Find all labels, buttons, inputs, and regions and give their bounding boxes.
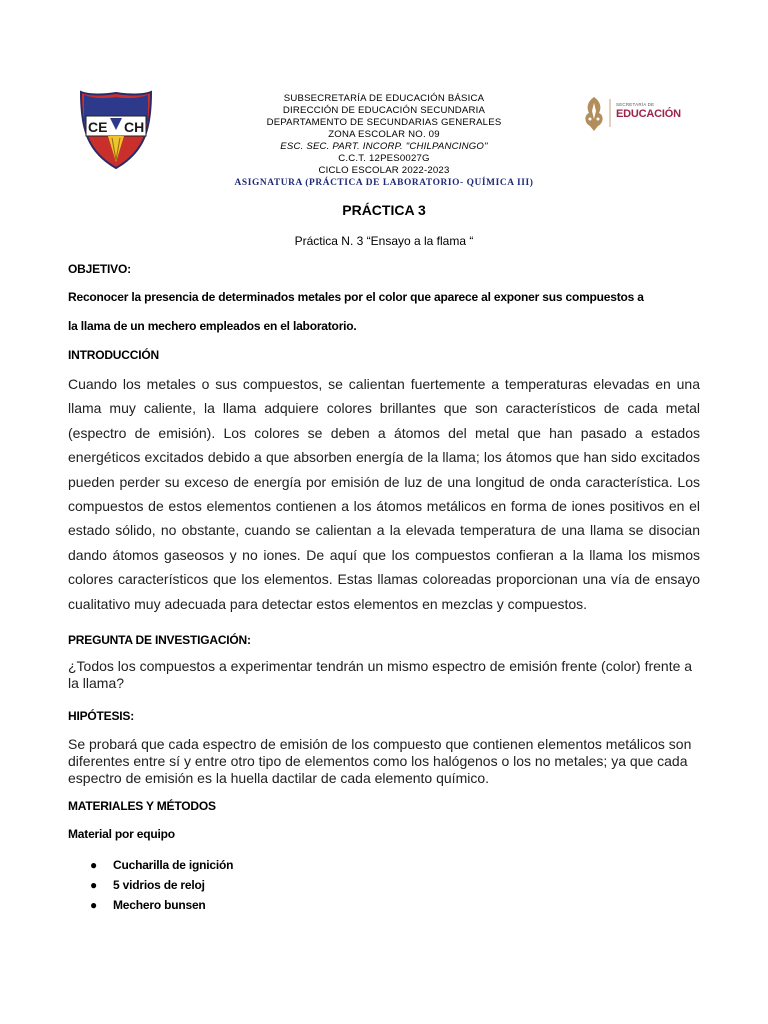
svg-text:CH: CH <box>124 119 145 135</box>
logo-small-text: SECRETARÍA DE <box>616 102 655 107</box>
header-line: SUBSECRETARÍA DE EDUCACIÓN BÁSICA <box>283 93 485 104</box>
page-title: PRÁCTICA 3 <box>342 202 426 218</box>
introduction-paragraph: Cuando los metales o sus compuestos, se calientan fuertemente a temperaturas elevadas en una llama muy caliente, la llama adquiere colores brillantes que son característicos de cada metal (espectro de emisión). Los colores se deben a átomos del metal que han pasado a estados energéticos excitados debido a que absorben energía de la llama; los átomos que han sido excitados pueden perder su exceso de energía por emisión de luz de una longitud de onda característica. Los compuestos de estos elementos contienen a los átomos metálicos en forma de iones positivos en el estado sólido, no obstante, cuando se calientan a la elevada temperatura de una llama se disocian dando átomos gaseosos y no iones. De aquí que los compuestos confieran a la llama los mismos colores característicos que los elementos. Estas llamas coloreadas proporcionan una vía de ensayo cualitativo muy adecuada para detectar estos elementos en mezclas y compuestos. <box>68 376 700 612</box>
introduction-heading: INTRODUCCIÓN <box>68 348 159 362</box>
materials-subheading: Material por equipo <box>68 827 175 841</box>
objective-line-1: Reconocer la presencia de determinados metales por el color que aparece al exponer sus compuestos a <box>68 290 644 304</box>
list-item-label: 5 vidrios de reloj <box>113 878 205 892</box>
subject-line: ASIGNATURA (PRÁCTICA DE LABORATORIO- QUÍMICA III) <box>234 178 534 188</box>
header-line: CICLO ESCOLAR 2022-2023 <box>318 165 450 176</box>
list-item <box>68 875 233 895</box>
objective-heading: OBJETIVO: <box>68 262 131 276</box>
research-question-heading: PREGUNTA DE INVESTIGACIÓN: <box>68 633 251 647</box>
svg-text:CE: CE <box>88 119 108 135</box>
header-line: ZONA ESCOLAR NO. 09 <box>328 129 440 140</box>
bullet-icon: ● <box>90 878 98 892</box>
list-item-label: Cucharilla de ignición <box>113 858 234 872</box>
list-item-label: Mechero bunsen <box>113 898 206 912</box>
school-crest-logo <box>78 90 154 170</box>
research-question-paragraph: ¿Todos los compuestos a experimentar tendrán un mismo espectro de emisión frente (color) frente a la llama? <box>68 658 693 691</box>
materials-list <box>68 855 233 915</box>
hypothesis-paragraph: Se probará que cada espectro de emisión de los compuesto que contienen elementos metálicos son diferentes entre sí y entre otro tipo de elementos como los halógenos o los no metales; ya que cada espectro de emisión es la huella dactilar de cada elemento químico. <box>68 736 692 786</box>
list-item <box>68 855 233 875</box>
page-subtitle: Práctica N. 3 “Ensayo a la flama “ <box>294 234 474 248</box>
header-line: C.C.T. 12PES0027G <box>338 153 430 164</box>
document-header <box>214 93 554 189</box>
list-item <box>68 895 233 915</box>
logo-big-text: EDUCACIÓN <box>616 108 681 120</box>
bullet-icon: ● <box>90 898 98 912</box>
hypothesis-heading: HIPÓTESIS: <box>68 709 135 723</box>
materials-heading: MATERIALES Y MÉTODOS <box>68 799 216 813</box>
secretaria-educacion-logo <box>580 93 688 133</box>
header-line: ESC. SEC. PART. INCORP. "CHILPANCINGO" <box>280 141 488 152</box>
objective-line-2: la llama de un mechero empleados en el laboratorio. <box>68 319 357 333</box>
header-line: DEPARTAMENTO DE SECUNDARIAS GENERALES <box>266 117 502 128</box>
bullet-icon: ● <box>90 858 98 872</box>
header-line: DIRECCIÓN DE EDUCACIÓN SECUNDARIA <box>282 105 486 116</box>
